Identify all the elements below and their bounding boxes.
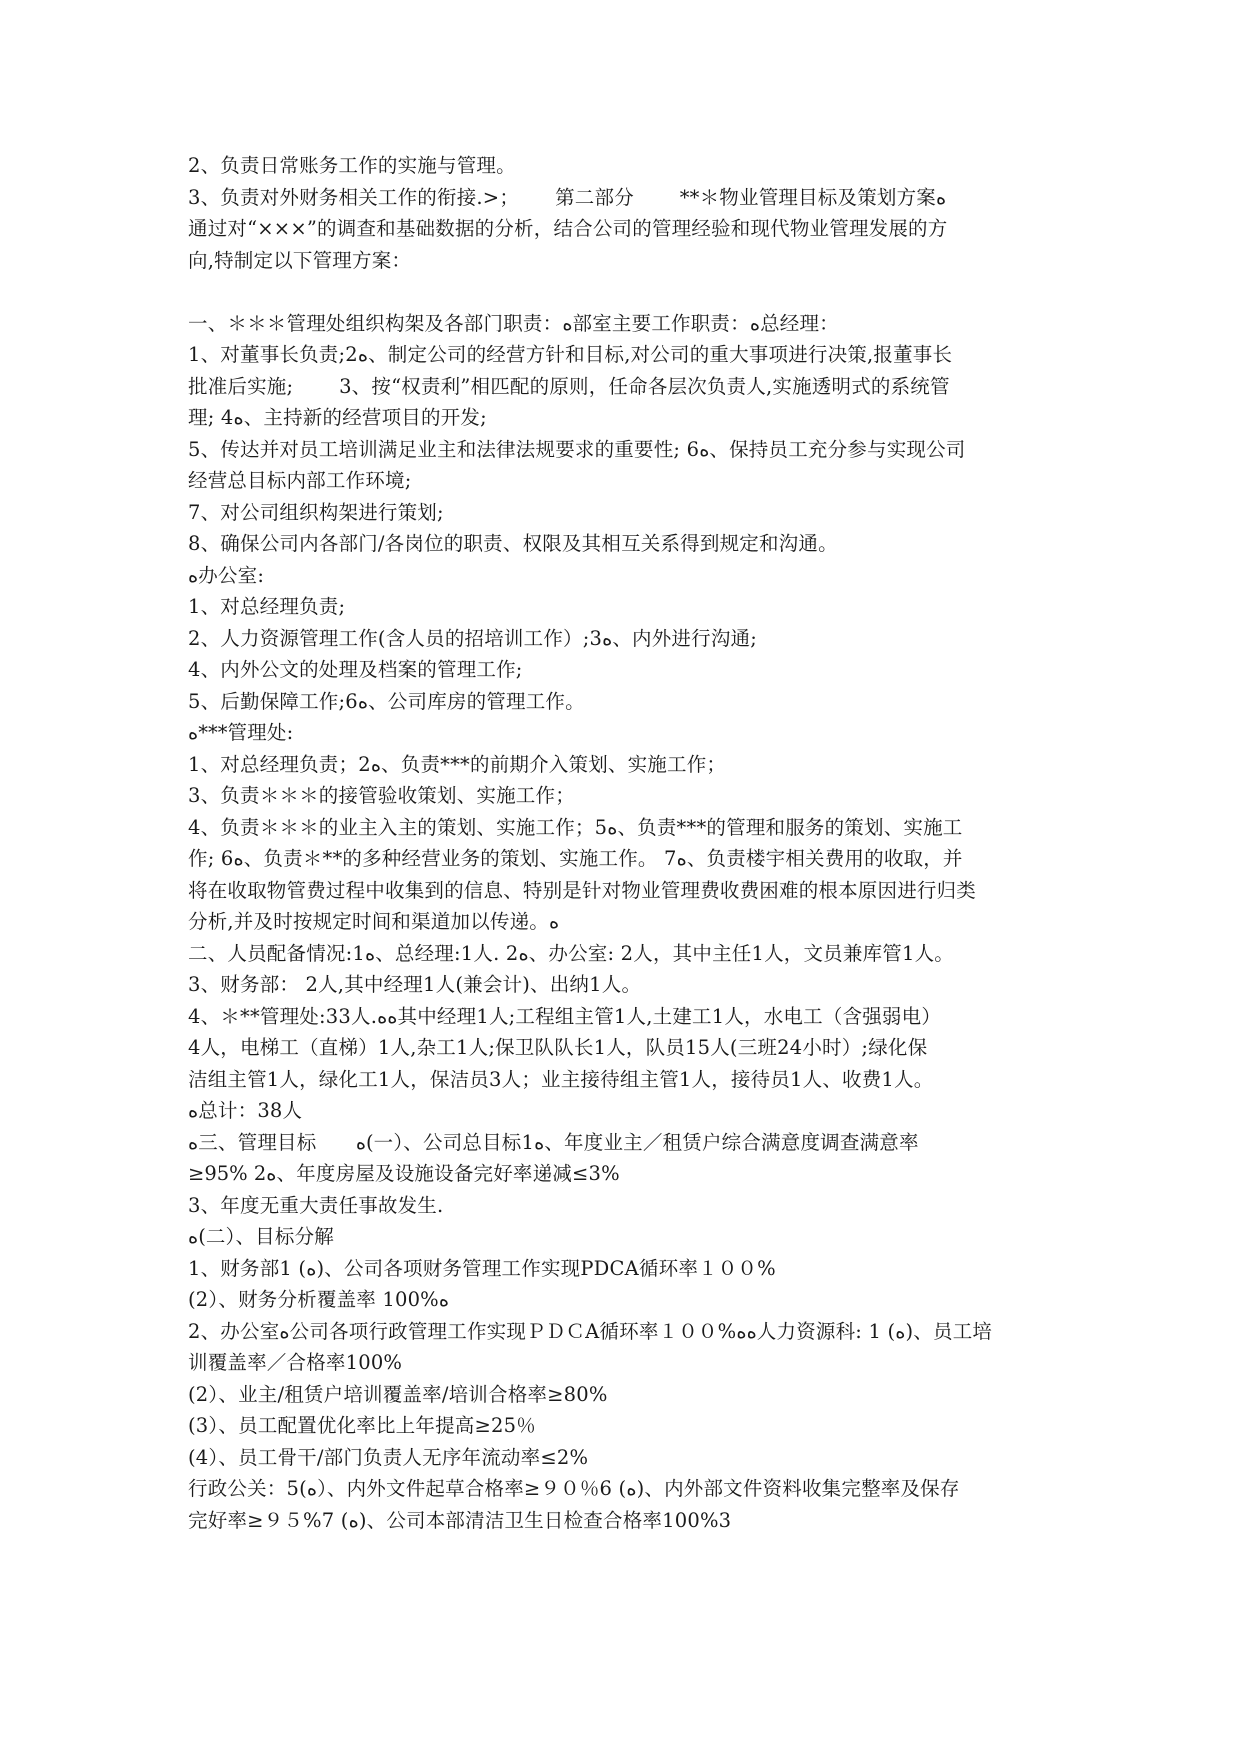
text-line: (2）、业主/租赁户培训覆盖率/培训合格率≥80% [188, 1382, 608, 1406]
text-line: 5、传达并对员工培训满足业主和法律法规要求的重要性; 6ﻩ、保持员工充分参与实现公司 [188, 437, 966, 461]
text-line: (2）、财务分析覆盖率 100%ﻩ [188, 1288, 450, 1311]
text-line: ﻩ总计：38人 [188, 1099, 303, 1122]
text-line: 4、＊**管理处:33人.ﻩﻩ其中经理1人;工程组主管1人,土建工1人，水电工（含强弱电） [188, 1004, 942, 1028]
text-line: 向,特制定以下管理方案： [188, 248, 412, 272]
text-line: 理; 4ﻩ、主持新的经营项目的开发; [188, 406, 487, 429]
section-heading-line: 一、＊＊＊管理处组织构架及各部门职责：ﻩ部室主要工作职责：ﻩ总经理： [188, 311, 839, 335]
text-line: 将在收取物管费过程中收集到的信息、特别是针对物业管理费收费困难的根本原因进行归类 [188, 878, 977, 902]
text-line: 2、人力资源管理工作(含人员的招培训工作）;3ﻩ、内外进行沟通; [188, 626, 757, 650]
text-line: 批准后实施; 3、按“权责利”相匹配的原则，任命各层次负责人,实施透明式的系统管 [188, 374, 950, 398]
text-line: 3、负责＊＊＊的接管验收策划、实施工作； [188, 784, 575, 807]
text-line: (4）、员工骨干/部门负责人无序年流动率≤2% [188, 1445, 589, 1469]
section-heading-line: ﻩ三、管理目标 ﻩ(一）、公司总目标1ﻩ、年度业主／租赁户综合满意度调查满意率 [188, 1130, 919, 1154]
text-line: 7、对公司组织构架进行策划; [188, 500, 444, 524]
text-line: 洁组主管1人，绿化工1人，保洁员3人；业主接待组主管1人，接待员1人、收费1人。 [188, 1067, 934, 1091]
text-line: 经营总目标内部工作环境; [188, 469, 412, 492]
blank-line [188, 276, 1060, 308]
text-line: 4、负责＊＊＊的业主入主的策划、实施工作；5ﻩ、负责***的管理和服务的策划、实施工 [188, 815, 963, 839]
document-body [188, 150, 1060, 1536]
subheading-line: ﻩ办公室: [188, 563, 265, 587]
text-line: 1、对董事长负责;2ﻩ、制定公司的经营方针和目标,对公司的重大事项进行决策,报董事长 [188, 343, 953, 366]
subheading-line: ﻩ(二）、目标分解 [188, 1225, 334, 1248]
text-line: 完好率≥９５%7 (ﻩ)、公司本部清洁卫生日检查合格率100%3 [188, 1508, 732, 1532]
section-heading-line: 二、人员配备情况:1ﻩ、总经理:1人. 2ﻩ、办公室: 2人，其中主任1人，文员兼库管1人。 [188, 941, 954, 965]
text-line: 训覆盖率／合格率100% [188, 1351, 403, 1374]
text-line: 行政公关：5(ﻩ）、内外文件起草合格率≥９０％6 (ﻩ)、内外部文件资料收集完整率及保存 [188, 1477, 960, 1500]
text-line: 2、办公室ﻩ公司各项行政管理工作实现ＰＤＣA循环率１００%ﻩﻩ人力资源科: 1 (ﻩ)、员工培 [188, 1319, 993, 1343]
text-line: 3、负责对外财务相关工作的衔接.>； 第二部分 **＊物业管理目标及策划方案ﻩ [188, 185, 947, 209]
text-line: 分析,并及时按规定时间和渠道加以传递。ﻩ [188, 910, 560, 933]
text-line: (3）、员工配置优化率比上年提高≥25％ [188, 1414, 536, 1437]
text-line: 4、内外公文的处理及档案的管理工作; [188, 658, 523, 681]
text-line: 4人，电梯工（直梯）1人,杂工1人;保卫队队长1人，队员15人(三班24小时）;绿化保 [188, 1036, 928, 1059]
text-line: 3、财务部： 2人,其中经理1人(兼会计)、出纳1人。 [188, 973, 642, 996]
text-line: 1、财务部1 (ﻩ)、公司各项财务管理工作实现PDCA循环率１００% [188, 1256, 776, 1280]
text-line: 通过对“×××”的调查和基础数据的分析，结合公司的管理经验和现代物业管理发展的方 [188, 217, 948, 240]
text-line: 5、后勤保障工作;6ﻩ、公司库房的管理工作。 [188, 689, 585, 713]
text-line: 1、对总经理负责; [188, 595, 346, 618]
text-line: 作; 6ﻩ、负责＊**的多种经营业务的策划、实施工作。 7ﻩ、负责楼宇相关费用的收取，并 [188, 847, 963, 870]
text-line: 1、对总经理负责；2ﻩ、负责***的前期介入策划、实施工作； [188, 752, 727, 776]
text-line: 3、年度无重大责任事故发生. [188, 1193, 444, 1217]
text-line: 2、负责日常账务工作的实施与管理。 [188, 154, 516, 177]
text-line: 8、确保公司内各部门/各岗位的职责、权限及其相互关系得到规定和沟通。 [188, 532, 838, 555]
text-line: ≥95% 2ﻩ、年度房屋及设施设备完好率递减≤3% [188, 1162, 620, 1185]
subheading-line: ﻩ***管理处: [188, 721, 294, 744]
